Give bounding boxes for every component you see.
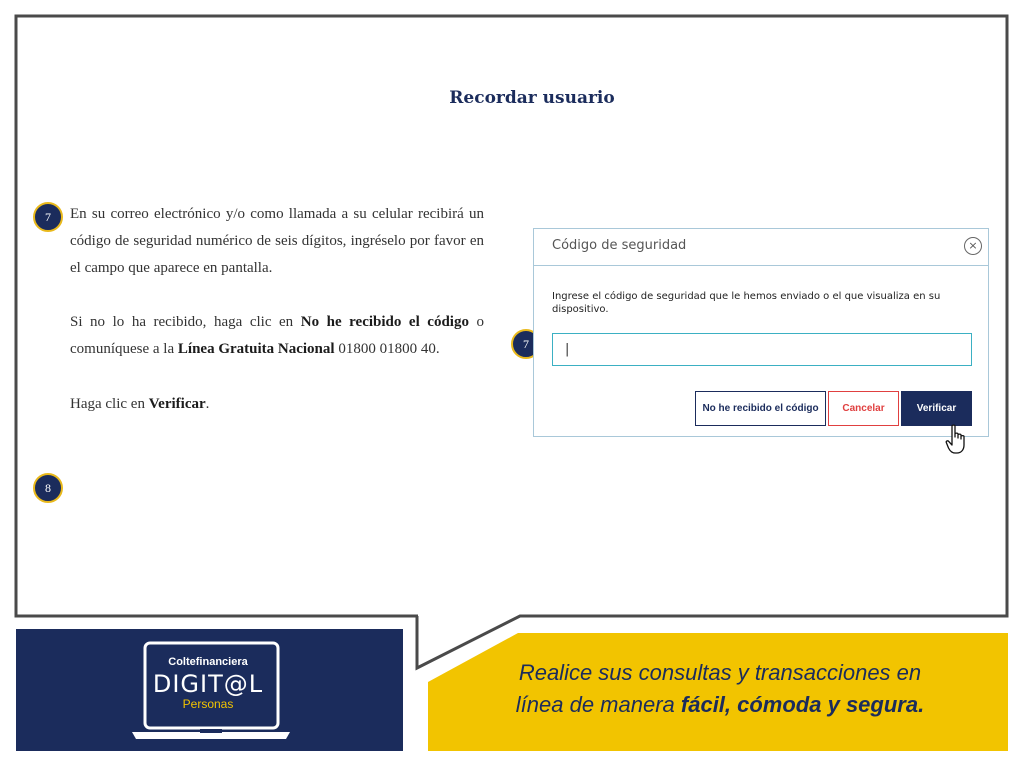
p2-hotline-ref: Línea Gratuita Nacional: [177, 341, 335, 357]
dialog-header: [534, 229, 988, 266]
dialog-title: Código de seguridad: [552, 238, 687, 253]
slogan-line-1: Realice sus consultas y transacciones en: [518, 660, 922, 685]
dialog-step-badge-7: 7: [511, 329, 541, 359]
instruction-paragraph-1: En su correo electrónico y/o como llamada a su celular recibirá un código de seguridad numérico de seis dígitos, ingréselo por favor en el campo que aparece en pantalla.: [70, 206, 484, 276]
p2-text-c: o comuníquese a la: [70, 314, 485, 357]
p2-text-e: 01800 01800 40.: [334, 341, 440, 357]
p3-verify-ref: Verificar: [148, 396, 206, 412]
step-badge-7: 7: [33, 202, 63, 232]
brand-name: Coltefinanciera: [168, 656, 248, 668]
p2-text-a: Si no lo ha recibido, haga clic en: [70, 314, 301, 330]
p3-text-a: Haga clic en: [70, 396, 149, 412]
footer-slogan: [500, 657, 940, 721]
instruction-paragraph-3: [70, 391, 484, 418]
close-circle-icon[interactable]: ×: [964, 237, 982, 255]
cancel-button[interactable]: Cancelar: [828, 391, 899, 426]
slogan-line-2-a: línea de manera: [515, 692, 681, 717]
security-code-dialog: [533, 228, 989, 437]
dialog-message: Ingrese el código de seguridad que le hemos enviado o el que visualiza en su dispositivo.: [552, 291, 941, 315]
brand-subtitle: Personas: [182, 697, 234, 711]
page-title: Recordar usuario: [449, 88, 615, 108]
p3-text-c: .: [205, 396, 210, 412]
verify-button[interactable]: Verificar: [901, 391, 972, 426]
hand-pointer-icon: [945, 424, 969, 456]
security-code-input[interactable]: |: [552, 333, 972, 366]
not-received-code-button[interactable]: No he recibido el código: [695, 391, 826, 426]
step-badge-8: 8: [33, 473, 63, 503]
brand-logo-text: DIGIT@L: [152, 670, 264, 698]
instruction-paragraph-2: [70, 309, 484, 363]
p2-not-received-ref: No he recibido el código: [300, 314, 469, 330]
slogan-line-2-b: fácil, cómoda y segura.: [680, 692, 925, 717]
slogan-line-2: [500, 689, 940, 721]
